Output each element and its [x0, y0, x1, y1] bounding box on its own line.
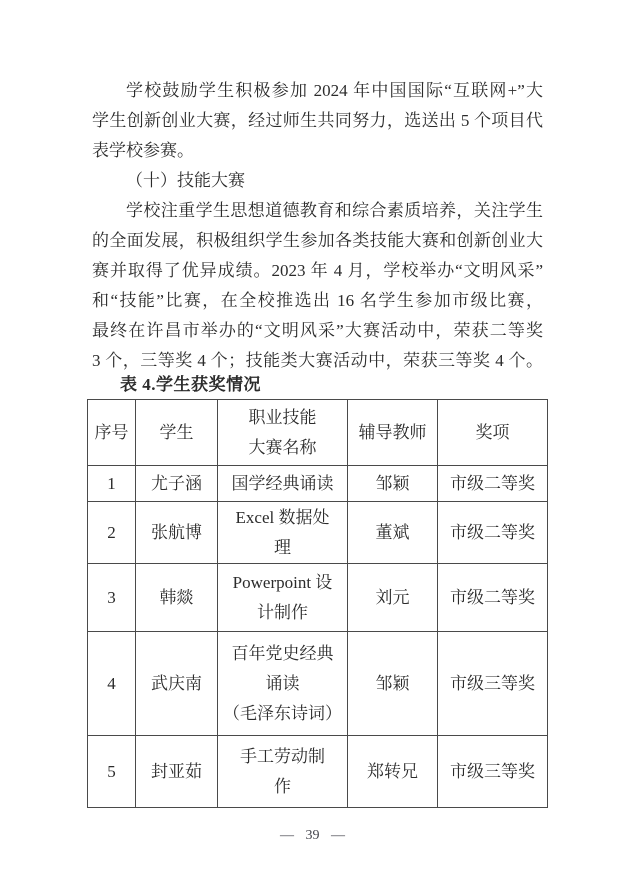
competition-line: Excel 数据处	[235, 507, 330, 527]
cell-tutor: 邹颖	[348, 632, 438, 736]
competition-line: 计制作	[257, 602, 308, 622]
cell-competition	[218, 564, 348, 632]
cell-competition	[218, 736, 348, 808]
paragraph2-line3: 赛并取得了优异成绩。2023 年 4 月，学校举办“文明风采”	[92, 261, 543, 280]
table-row	[88, 502, 548, 564]
cell-student: 尤子涵	[136, 466, 218, 502]
table-row	[88, 564, 548, 632]
cell-award: 市级二等奖	[438, 502, 548, 564]
competition-line: 作	[274, 776, 291, 796]
awards-table	[87, 399, 548, 808]
cell-no: 4	[88, 632, 136, 736]
cell-competition	[218, 502, 348, 564]
competition-line: 国学经典诵读	[231, 473, 334, 493]
header-cell-student: 学生	[136, 400, 218, 466]
cell-student: 韩燚	[136, 564, 218, 632]
cell-competition	[218, 632, 348, 736]
cell-tutor: 郑转兄	[348, 736, 438, 808]
cell-student: 封亚茹	[136, 736, 218, 808]
cell-award: 市级三等奖	[438, 632, 548, 736]
table-caption: 表 4.学生获奖情况	[120, 375, 261, 394]
cell-no: 1	[88, 466, 136, 502]
paragraph1-line3: 表学校参赛。	[92, 141, 194, 160]
paragraph1-line2: 学生创新创业大赛，经过师生共同努力，选送出 5 个项目代	[92, 111, 543, 130]
header-competition-line: 职业技能	[248, 407, 317, 427]
cell-student: 张航博	[136, 502, 218, 564]
competition-line: 理	[274, 537, 291, 557]
competition-line: （毛泽东诗词）	[223, 703, 342, 723]
paragraph2-line2: 的全面发展，积极组织学生参加各类技能大赛和创新创业大	[92, 231, 543, 250]
table-row	[88, 736, 548, 808]
paragraph2-line4: 和“技能”比赛，在全校推选出 16 名学生参加市级比赛，	[92, 291, 543, 310]
header-cell-tutor: 辅导教师	[348, 400, 438, 466]
competition-line: Powerpoint 设	[232, 572, 333, 592]
section-heading: （十）技能大赛	[126, 171, 245, 190]
table-header-row	[88, 400, 548, 466]
table-row	[88, 466, 548, 502]
header-competition-line: 大赛名称	[248, 437, 317, 457]
page-number: — 39 —	[280, 828, 345, 843]
header-cell-award: 奖项	[438, 400, 548, 466]
cell-award: 市级三等奖	[438, 736, 548, 808]
cell-no: 3	[88, 564, 136, 632]
cell-no: 5	[88, 736, 136, 808]
cell-no: 2	[88, 502, 136, 564]
document-body	[92, 76, 543, 376]
cell-tutor: 邹颖	[348, 466, 438, 502]
header-cell-competition	[218, 400, 348, 466]
competition-line: 诵读	[265, 673, 300, 693]
paragraph2-line1: 学校注重学生思想道德教育和综合素质培养，关注学生	[126, 201, 543, 220]
cell-student: 武庆南	[136, 632, 218, 736]
cell-award: 市级二等奖	[438, 466, 548, 502]
competition-line: 百年党史经典	[231, 643, 334, 663]
table-row	[88, 632, 548, 736]
paragraph2-line6: 3 个，三等奖 4 个；技能类大赛活动中，荣获三等奖 4 个。	[92, 351, 543, 370]
cell-competition	[218, 466, 348, 502]
header-cell-no: 序号	[88, 400, 136, 466]
cell-tutor: 董斌	[348, 502, 438, 564]
cell-award: 市级二等奖	[438, 564, 548, 632]
competition-line: 手工劳动制	[240, 746, 325, 766]
cell-tutor: 刘元	[348, 564, 438, 632]
paragraph1-line1: 学校鼓励学生积极参加 2024 年中国国际“互联网+”大	[126, 81, 543, 100]
paragraph2-line5: 最终在许昌市举办的“文明风采”大赛活动中，荣获二等奖	[92, 321, 543, 340]
